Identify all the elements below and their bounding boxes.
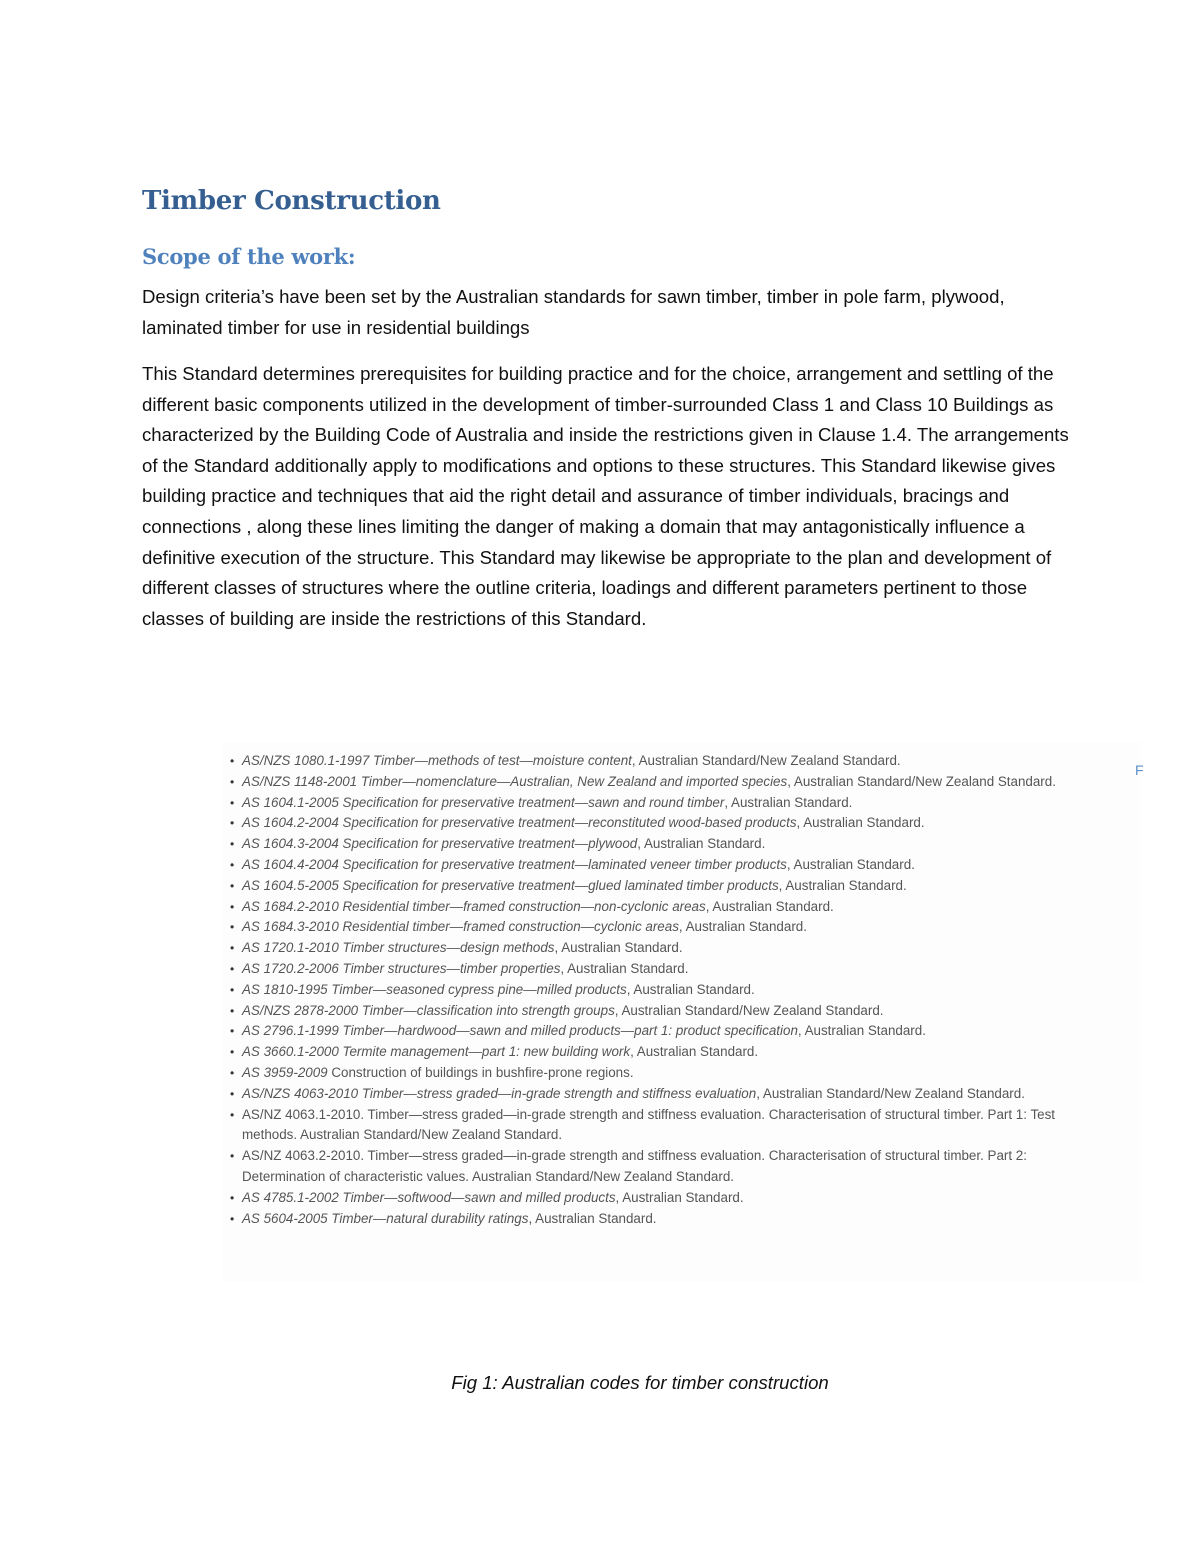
code-list-item	[230, 917, 1090, 938]
code-publisher: , Australian Standard.	[528, 1210, 657, 1226]
bullet-icon: •	[230, 941, 235, 956]
code-publisher: , Australian Standard/New Zealand Standard.	[787, 773, 1056, 789]
code-reference: AS 2796.1-1999 Timber—hardwood—sawn and milled products—part 1: product specification	[242, 1023, 798, 1039]
bullet-icon: •	[230, 754, 235, 768]
code-list-item	[230, 855, 1090, 876]
bullet-icon: •	[230, 1211, 235, 1226]
code-list-item	[230, 1105, 1090, 1147]
code-reference: AS 1604.5-2005 Specification for preservative treatment—glued laminated timber products	[242, 877, 779, 893]
code-publisher: , Australian Standard/New Zealand Standard.	[614, 1002, 884, 1018]
bullet-icon: •	[230, 899, 235, 914]
code-reference: AS 3660.1-2000 Termite management—part 1: new building work	[242, 1044, 631, 1060]
code-publisher: , Australian Standard.	[626, 981, 755, 997]
bullet-icon: •	[230, 857, 235, 872]
code-publisher: , Australian Standard.	[560, 960, 689, 976]
code-reference: AS 1720.2-2006 Timber structures—timber properties	[242, 960, 561, 976]
paragraph-standard-scope: This Standard determines prerequisites for building practice and for the choice, arrangement and settling of the different basic components utilized in the development of timber-surrounded Class 1 and Class 10 Buildings as characterized by the Building Code of Australia and inside the restrictions given in Clause 1.4. The arrangements of the Standard additionally apply to modifications and options to these structures. This Standard likewise gives building practice and techniques that aid the right detail and assurance of timber individuals, bracings and connections , along these lines limiting the danger of making a domain that may antagonistically influence a definitive execution of the structure. This Standard may likewise be appropriate to the plan and development of different classes of structures where the outline criteria, loadings and different parameters pertinent to those classes of building are inside the restrictions of this Standard.	[142, 363, 1069, 629]
code-reference: AS 1604.1-2005 Specification for preservative treatment—sawn and round timber	[242, 794, 725, 810]
code-publisher: , Australian Standard/New Zealand Standard.	[631, 753, 901, 768]
code-publisher: , Australian Standard.	[705, 898, 834, 914]
code-list-item	[230, 959, 1090, 980]
bullet-icon: •	[230, 1086, 235, 1101]
code-reference: AS 1810-1995 Timber—seasoned cypress pine—milled products	[242, 981, 627, 997]
code-publisher: , Australian Standard.	[630, 1044, 759, 1060]
code-publisher: , Australian Standard.	[786, 856, 915, 872]
bullet-icon: •	[230, 961, 235, 976]
bullet-icon: •	[230, 795, 235, 810]
code-reference: AS/NZS 1148-2001 Timber—nomenclature—Australian, New Zealand and imported species	[242, 773, 788, 789]
code-publisher: , Australian Standard.	[637, 836, 766, 852]
figure-caption: Fig 1: Australian codes for timber construction	[451, 1372, 829, 1393]
code-publisher: , Australian Standard.	[615, 1189, 744, 1205]
bullet-icon: •	[230, 1107, 235, 1122]
code-publisher: , Australian Standard/New Zealand Standard.	[756, 1085, 1025, 1101]
code-list-item	[230, 751, 1090, 772]
code-list-item	[230, 1188, 1090, 1209]
code-list-item	[230, 1001, 1090, 1022]
code-publisher: Construction of buildings in bushfire-prone regions.	[327, 1064, 634, 1080]
bullet-icon: •	[230, 1065, 235, 1080]
code-reference: AS 3959-2009	[242, 1064, 328, 1080]
code-list-item	[230, 1146, 1090, 1188]
code-publisher: AS/NZ 4063.2-2010. Timber—stress graded—in-grade strength and stiffness evaluation. Characterisation of structural timber. Part 2: Determination of characteristic values. Australian Standard/New Zealand Standard.	[242, 1148, 1027, 1184]
paragraph-design-criteria: Design criteria’s have been set by the Australian standards for sawn timber, timber in pole farm, plywood, laminated timber for use in residential buildings	[142, 286, 1005, 338]
code-reference: AS 1684.2-2010 Residential timber—framed construction—non-cyclonic areas	[242, 898, 706, 914]
code-list-item	[230, 938, 1090, 959]
bullet-icon: •	[230, 816, 235, 831]
code-reference: AS 5604-2005 Timber—natural durability ratings	[242, 1210, 529, 1226]
code-list-item	[230, 1063, 1090, 1084]
code-list-item	[230, 1084, 1090, 1105]
bullet-icon: •	[230, 1190, 235, 1205]
code-list-item	[230, 980, 1090, 1001]
codes-figure-image	[222, 742, 1144, 1282]
bullet-icon: •	[230, 982, 235, 997]
code-publisher: , Australian Standard.	[724, 794, 853, 810]
bullet-icon: •	[230, 920, 235, 935]
code-list-item	[230, 834, 1090, 855]
code-reference: AS 4785.1-2002 Timber—softwood—sawn and milled products	[242, 1189, 616, 1205]
code-publisher: , Australian Standard.	[778, 877, 907, 893]
code-publisher: , Australian Standard.	[796, 815, 925, 831]
code-reference: AS 1684.3-2010 Residential timber—framed construction—cyclonic areas	[242, 919, 679, 935]
code-list-item	[230, 1042, 1090, 1063]
code-reference: AS/NZS 4063-2010 Timber—stress graded—in-grade strength and stiffness evaluation	[242, 1085, 757, 1101]
code-list-item	[230, 897, 1090, 918]
bullet-icon: •	[230, 1149, 235, 1164]
code-publisher: , Australian Standard.	[678, 919, 807, 935]
code-reference: AS 1604.4-2004 Specification for preservative treatment—laminated veneer timber products	[242, 856, 787, 872]
code-list-item	[230, 876, 1090, 897]
document-title: Timber Construction	[142, 186, 441, 216]
code-reference: AS/NZS 2878-2000 Timber—classification into strength groups	[242, 1002, 615, 1018]
code-list-item	[230, 1021, 1090, 1042]
code-publisher: AS/NZ 4063.1-2010. Timber—stress graded—in-grade strength and stiffness evaluation. Characterisation of structural timber. Part 1: Test methods. Australian Standard/New Zealand Standard.	[242, 1106, 1056, 1143]
figure-edge-glyph: F	[1135, 762, 1144, 778]
bullet-icon: •	[230, 1003, 235, 1018]
section-heading: Scope of the work:	[142, 244, 356, 269]
bullet-icon: •	[230, 774, 235, 789]
australian-codes-list	[230, 751, 1090, 1229]
bullet-icon: •	[230, 878, 235, 893]
code-reference: AS 1720.1-2010 Timber structures—design methods	[242, 940, 555, 956]
code-list-item	[230, 1209, 1090, 1230]
code-publisher: , Australian Standard.	[554, 940, 683, 956]
bullet-icon: •	[230, 1024, 235, 1039]
code-reference: AS 1604.2-2004 Specification for preservative treatment—reconstituted wood-based products	[242, 815, 797, 831]
bullet-icon: •	[230, 1045, 235, 1060]
code-publisher: , Australian Standard.	[797, 1023, 926, 1039]
code-reference: AS/NZS 1080.1-1997 Timber—methods of test—moisture content	[242, 753, 632, 768]
code-reference: AS 1604.3-2004 Specification for preservative treatment—plywood	[242, 836, 638, 852]
bullet-icon: •	[230, 837, 235, 852]
code-list-item	[230, 772, 1090, 793]
code-list-item	[230, 793, 1090, 814]
code-list-item	[230, 813, 1090, 834]
